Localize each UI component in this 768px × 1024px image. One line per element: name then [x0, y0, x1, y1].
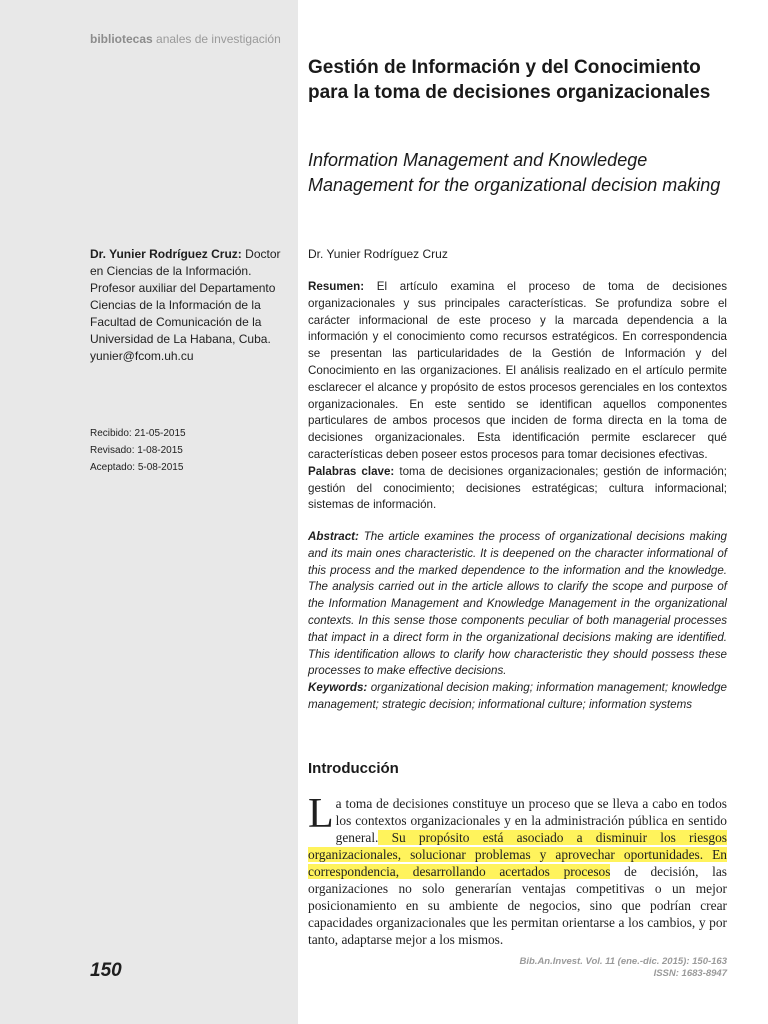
- sidebar-panel: [0, 0, 298, 1024]
- palabras-clave-label: Palabras clave:: [308, 464, 395, 478]
- section-heading-introduccion: Introducción: [308, 760, 399, 777]
- issn-line: ISSN: 1683-8947: [653, 968, 727, 979]
- date-revised: Revisado: 1-08-2015: [90, 445, 183, 456]
- keywords-text: organizational decision making; information management; knowledge management; strategic decision; informational culture; information systems: [308, 681, 727, 711]
- title-spanish: Gestión de Información y del Conocimiento para la toma de decisiones organizacionales: [308, 57, 711, 103]
- author-byline: Dr. Yunier Rodríguez Cruz: [308, 247, 448, 261]
- abstract-label: Abstract:: [308, 530, 359, 543]
- journal-subtitle: anales de investigación: [152, 32, 281, 46]
- date-received: Recibido: 21-05-2015: [90, 428, 186, 439]
- footer-citation: [308, 956, 727, 980]
- keywords-label: Keywords:: [308, 681, 368, 695]
- intro-text-before: a toma de decisiones constituye un proceso que se lleva a cabo en todos los contextos organizacionales y en la administración pública en sentido general.: [335, 796, 727, 845]
- abstract-block: [308, 529, 727, 714]
- author-note-name: Dr. Yunier Rodríguez Cruz:: [90, 247, 242, 261]
- resumen-block: [308, 279, 727, 514]
- resumen-text: El artículo examina el proceso de toma de decisiones organizacionales y sus principales características. Se profundiza sobre el carácter informacional de este proceso y la marcada dependencia a la información y el conocimiento como recursos estratégicos. En correspondencia se presentan las particularidades de la Gestión de Información y del Conocimiento en las organizaciones. El análisis realizado en el artículo permite esclarecer el alcance y propósito de estos procesos gerenciales en los contextos organizacionales. En este sentido se identifican aquellos componentes particulares de ambos procesos que inciden de forma directa en la toma de decisiones organizacionales. Esta identificación permite esclarecer qué características deben poseer estos procesos para tomar decisiones efectivas.: [308, 280, 727, 461]
- abstract-text: The article examines the process of organizational decisions making and its main ones characteristic. It is deepened on the character informational of this process and the marked dependence to the information and the knowledge. The analysis carried out in the article allows to clarify the scope and purpose of the Information Management and Knowledge Management in the organizational contexts. In this sense those components peculiar of both managerial processes that impact in a direct form in the organizational decisions making are identified. This identification allows to clarify how characteristic they should possess these processes to make effective decisions.: [308, 530, 727, 678]
- date-accepted: Aceptado: 5-08-2015: [90, 462, 184, 473]
- article-dates: [90, 425, 290, 476]
- running-head: [90, 32, 281, 46]
- page-number: 150: [90, 960, 122, 981]
- author-email: yunier@fcom.uh.cu: [90, 349, 194, 363]
- intro-text-after: de decisión, las organizaciones no solo generarían ventajas competitivas o un mejor posicionamiento en su ambiente de negocios, sino que podrían crear capacidades organizacionales que les permitan orientarse a los cambios, y por tanto, adaptarse mejor a los mismos.: [308, 864, 728, 947]
- drop-cap: L: [308, 791, 334, 837]
- title-english: Information Management and Knowledege Management for the organizational decision making: [308, 150, 721, 195]
- resumen-label: Resumen:: [308, 280, 365, 293]
- introduction-paragraph: [308, 791, 728, 948]
- journal-name: bibliotecas: [90, 32, 153, 46]
- palabras-clave-text: toma de decisiones organizacionales; gestión de información; gestión del conocimiento; decisiones estratégicas; cultura informacional; sistemas de información.: [308, 464, 727, 512]
- highlighted-text: Su propósito está asociado a disminuir los riesgos organizacionales, solucionar problemas y aprovechar oportunidades. En correspondencia, desarrollando acertados procesos: [308, 830, 727, 879]
- author-note-bio: Doctor en Ciencias de la Información. Profesor auxiliar del Departamento Ciencias de la Información de la Facultad de Comunicación de la Universidad de La Habana, Cuba.: [90, 247, 281, 346]
- author-note: [90, 246, 292, 365]
- citation-line: Bib.An.Invest. Vol. 11 (ene.-dic. 2015): 150-163: [519, 956, 727, 967]
